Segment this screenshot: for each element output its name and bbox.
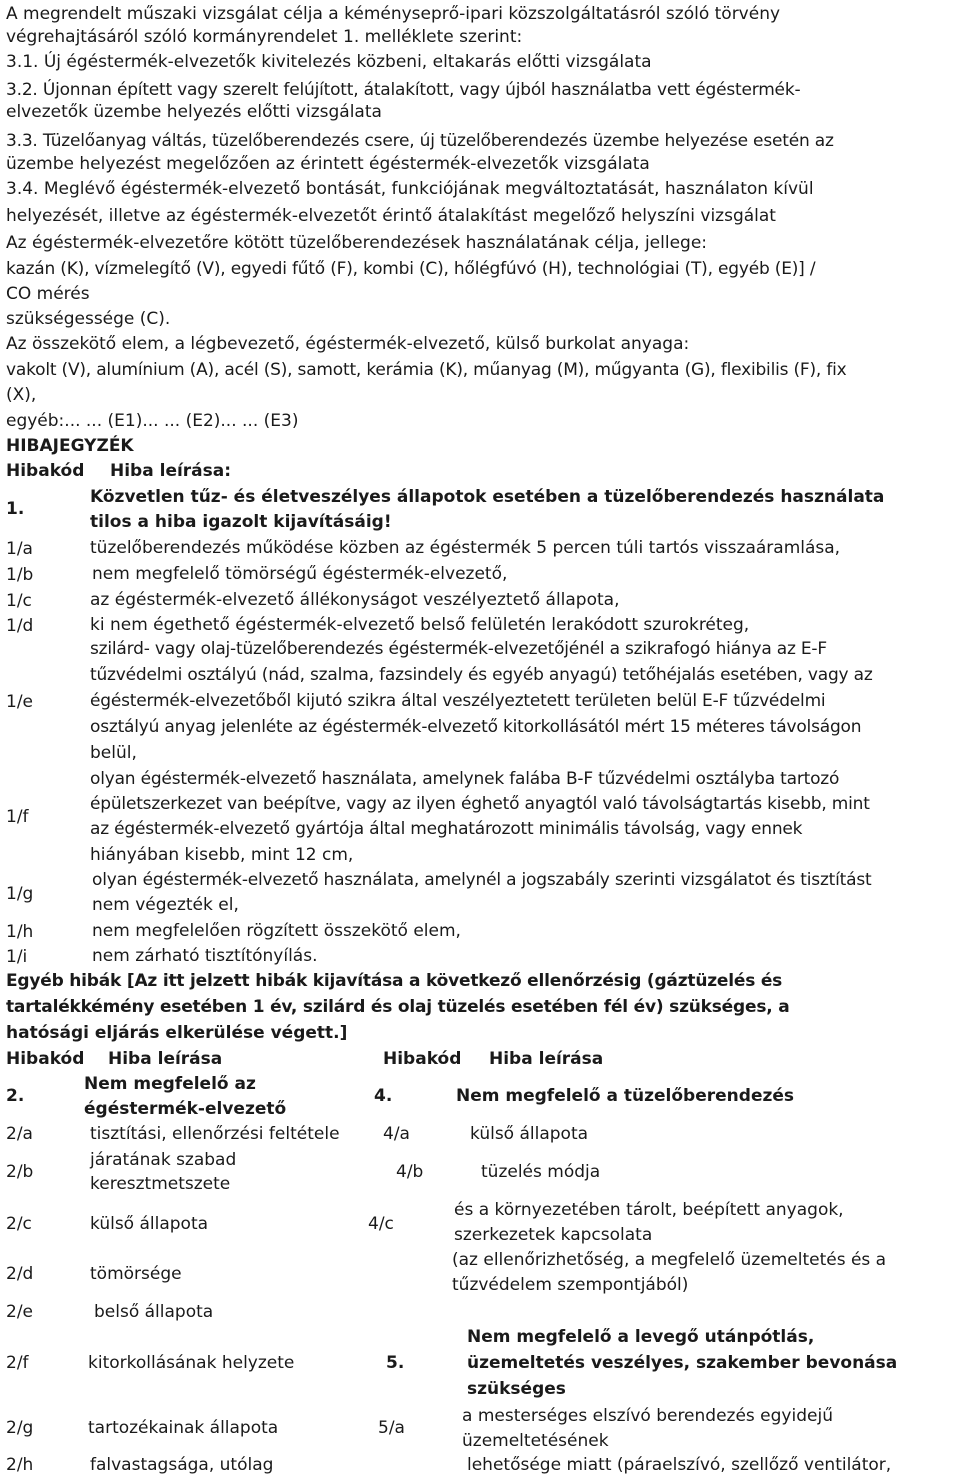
defect-description: keresztmetszete (90, 1174, 231, 1194)
column-header-code: Hibakód (6, 461, 85, 481)
other-defects-heading: tartalékkémény esetében 1 év, szilárd és olaj tüzelés esetében fél év) szükséges, a (6, 997, 790, 1017)
defect-description: az égéstermék-elvezető állékonyságot veszélyeztető állapota, (90, 590, 620, 610)
critical-code: 1. (6, 499, 25, 519)
defect-description: nem végezték el, (92, 895, 239, 915)
defect-code: 1/g (6, 884, 34, 904)
defect-description: tartozékainak állapota (88, 1418, 279, 1438)
defect-code: 2/f (6, 1353, 29, 1373)
intro-line: szükségessége (C). (6, 309, 171, 329)
defect-code: 2/e (6, 1302, 34, 1322)
defect-description: nem megfelelően rögzített összekötő elem, (92, 921, 461, 941)
defect-code: 1/e (6, 692, 34, 712)
section-title: HIBAJEGYZÉK (6, 436, 134, 456)
defect-code: 1/d (6, 616, 34, 636)
defect-description: lehetősége miatt (páraelszívó, szellőző ventilátor, (467, 1455, 892, 1475)
intro-line: 3.4. Meglévő égéstermék-elvezető bontását, funkciójának megváltoztatását, használaton kívül (6, 179, 814, 199)
intro-line: Az összekötő elem, a légbevezető, égéstermék-elvezető, külső burkolat anyaga: (6, 334, 690, 354)
group-title: üzemeltetés veszélyes, szakember bevonása (467, 1353, 898, 1373)
intro-line: elvezetők üzembe helyezés előtti vizsgálata (6, 102, 382, 122)
critical-description-line: Közvetlen tűz- és életveszélyes állapotok esetében a tüzelőberendezés használata (90, 487, 885, 507)
defect-code: 5/a (378, 1418, 405, 1438)
defect-description: égéstermék-elvezetőből kijutó szikra által veszélyeztetett területen belül E-F tűzvédelmi (90, 691, 826, 711)
defect-description: járatának szabad (90, 1150, 237, 1170)
other-defects-heading: Egyéb hibák [Az itt jelzett hibák kijavítása a következő ellenőrzésig (gáztüzelés és (6, 971, 783, 991)
defect-code: 2/c (6, 1214, 32, 1234)
defect-description: szerkezetek kapcsolata (454, 1225, 653, 1245)
intro-line: helyezését, illetve az égéstermék-elvezetőt érintő átalakítást megelőző helyszíni vizsgálat (6, 206, 776, 226)
defect-description: osztályú anyag jelenléte az égéstermék-elvezető kitorkollásától mért 15 méteres távolságon (90, 717, 862, 737)
column-header-code: Hibakód (6, 1049, 85, 1069)
defect-description: falvastagsága, utólag (90, 1455, 274, 1475)
defect-code: 2/d (6, 1264, 34, 1284)
defect-description: a mesterséges elszívó berendezés egyidejű (462, 1406, 833, 1426)
defect-code: 1/f (6, 807, 29, 827)
defect-description: (az ellenőrizhetőség, a megfelelő üzemeltetés és a (452, 1250, 887, 1270)
defect-description: hiányában kisebb, mint 12 cm, (90, 845, 354, 865)
defect-code: 1/i (6, 947, 28, 967)
defect-description: belső állapota (94, 1302, 214, 1322)
intro-line: (X), (6, 385, 37, 405)
intro-line: végrehajtásáról szóló kormányrendelet 1. melléklete szerint: (6, 27, 523, 47)
defect-description: tüzelőberendezés működése közben az égéstermék 5 percen túli tartós visszaáramlása, (90, 538, 841, 558)
defect-code: 4/b (396, 1162, 424, 1182)
intro-line: CO mérés (6, 284, 90, 304)
defect-description: tűzvédelem szempontjából) (452, 1275, 689, 1295)
defect-code: 1/h (6, 922, 34, 942)
defect-description: belül, (90, 743, 137, 763)
intro-line: kazán (K), vízmelegítő (V), egyedi fűtő (F), kombi (C), hőlégfúvó (H), technológiai (T), egyéb (E)] / (6, 259, 816, 279)
intro-line: Az égéstermék-elvezetőre kötött tüzelőberendezések használatának célja, jellege: (6, 233, 708, 253)
defect-description: tisztítási, ellenőrzési feltétele (90, 1124, 340, 1144)
defect-code: 2/a (6, 1124, 33, 1144)
group-title: Nem megfelelő a tüzelőberendezés (456, 1086, 795, 1106)
defect-code: 2/h (6, 1455, 34, 1475)
defect-description: és a környezetében tárolt, beépített anyagok, (454, 1200, 844, 1220)
defect-description: olyan égéstermék-elvezető használata, amelynél a jogszabály szerinti vizsgálatot és tisztítást (92, 870, 872, 890)
intro-line: 3.3. Tüzelőanyag váltás, tüzelőberendezés csere, új tüzelőberendezés üzembe helyezése esetén az (6, 131, 834, 151)
defect-description: az égéstermék-elvezető gyártója által meghatározott minimális távolság, vagy ennek (90, 819, 803, 839)
group-code: 4. (374, 1086, 393, 1106)
defect-description: szilárd- vagy olaj-tüzelőberendezés égéstermék-elvezetőjénél a szikrafogó hiánya az E-F (90, 639, 827, 659)
defect-description: tömörsége (90, 1264, 182, 1284)
defect-code: 2/g (6, 1418, 34, 1438)
intro-line: egyéb:... ... (E1)... ... (E2)... ... (E3) (6, 411, 299, 431)
group-title: égéstermék-elvezető (84, 1099, 287, 1119)
group-title: Nem megfelelő az (84, 1074, 256, 1094)
defect-description: külső állapota (90, 1214, 209, 1234)
defect-description: nem zárható tisztítónyílás. (92, 946, 318, 966)
intro-line: vakolt (V), alumínium (A), acél (S), samott, kerámia (K), műanyag (M), műgyanta (G), flexibilis (F), fix (6, 360, 847, 380)
group-title: Nem megfelelő a levegő utánpótlás, (467, 1327, 815, 1347)
defect-description: kitorkollásának helyzete (88, 1353, 295, 1373)
column-header-description: Hiba leírása (108, 1049, 223, 1069)
column-header-description: Hiba leírása: (110, 461, 232, 481)
defect-description: tűzvédelmi osztályú (nád, szalma, fazsindely és egyéb anyagú) tetőhéjalás esetében, vagy az (90, 665, 873, 685)
group-code: 5. (386, 1353, 405, 1373)
defect-description: ki nem égethető égéstermék-elvezető belső felületén lerakódott szurokréteg, (90, 615, 750, 635)
defect-code: 1/b (6, 565, 34, 585)
intro-line: A megrendelt műszaki vizsgálat célja a kéményseprő-ipari közszolgáltatásról szóló törvény (6, 4, 781, 24)
intro-line: 3.2. Újonnan épített vagy szerelt felújított, átalakított, vagy újból használatba vett égéstermék- (6, 80, 801, 100)
defect-code: 1/c (6, 591, 32, 611)
other-defects-heading: hatósági eljárás elkerülése végett.] (6, 1023, 348, 1043)
defect-description: épületszerkezet van beépítve, vagy az ilyen éghető anyagtól való távolságtartás kisebb, mint (90, 794, 870, 814)
defect-code: 4/a (383, 1124, 410, 1144)
defect-description: tüzelés módja (481, 1162, 601, 1182)
defect-code: 4/c (368, 1214, 394, 1234)
intro-line: 3.1. Új égéstermék-elvezetők kivitelezés közbeni, eltakarás előtti vizsgálata (6, 52, 652, 72)
column-header-description-right: Hiba leírása (489, 1049, 604, 1069)
defect-code: 1/a (6, 539, 33, 559)
defect-code: 2/b (6, 1162, 34, 1182)
defect-description: olyan égéstermék-elvezető használata, amelynek falába B-F tűzvédelmi osztályba tartozó (90, 769, 840, 789)
defect-description: külső állapota (470, 1124, 589, 1144)
defect-description: nem megfelelő tömörségű égéstermék-elvezető, (92, 564, 508, 584)
column-header-code-right: Hibakód (383, 1049, 462, 1069)
intro-line: üzembe helyezést megelőzően az érintett égéstermék-elvezetők vizsgálata (6, 154, 650, 174)
defect-description: üzemeltetésének (462, 1431, 609, 1451)
group-title: szükséges (467, 1379, 566, 1399)
critical-description-line: tilos a hiba igazolt kijavításáig! (90, 512, 392, 532)
group-code: 2. (6, 1086, 25, 1106)
